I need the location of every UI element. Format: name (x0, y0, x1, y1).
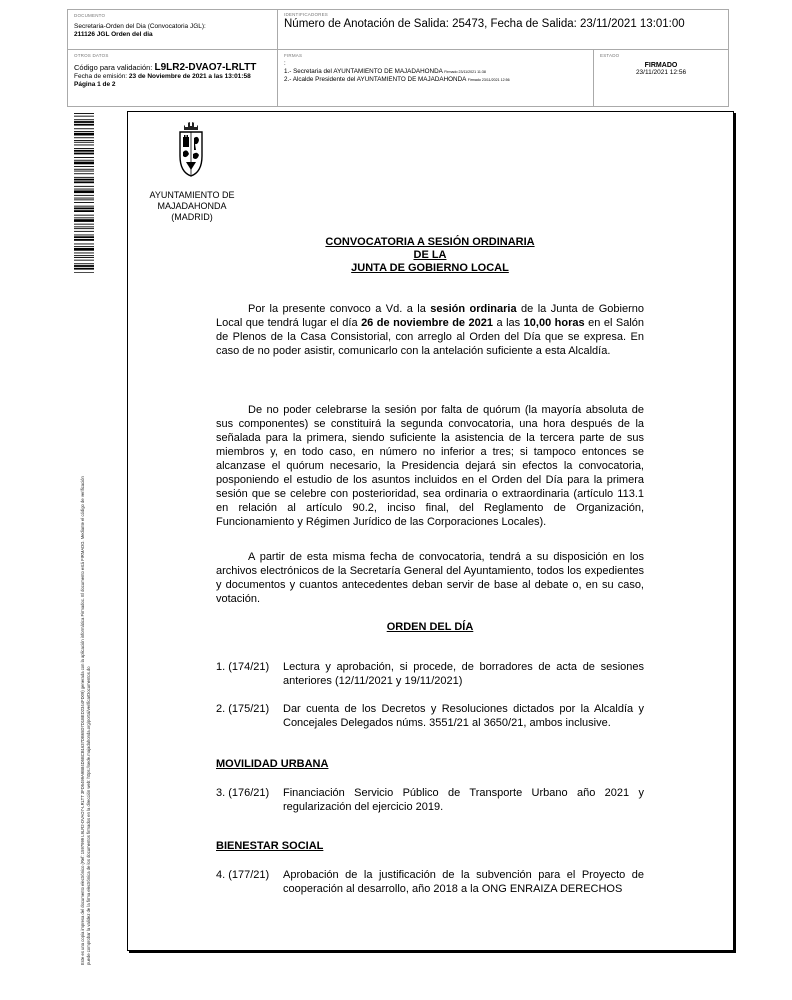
section-movilidad-urbana: MOVILIDAD URBANA (216, 758, 329, 770)
codigo-prefix: Código para validación: (74, 63, 155, 72)
emision-value: 23 de Noviembre de 2021 a las 13:01:58 (128, 73, 251, 80)
agenda-item (216, 868, 644, 896)
firma-1 (284, 68, 587, 76)
emision-prefix: Fecha de emisión: (74, 73, 129, 80)
estado-label: ESTADO (600, 53, 620, 58)
verification-side-text (80, 285, 92, 965)
estado-value: FIRMADO (644, 62, 678, 69)
firma-1-text: 1.- Secretaria del AYUNTAMIENTO DE MAJADAHONDA (284, 68, 443, 75)
document-title (216, 236, 644, 275)
documento-line1: Secretaria-Orden del Dia (Convocatoria JGL): (74, 23, 206, 30)
para1-t2: de la Junta de Gobierno Local que tendrá lugar el día (216, 303, 644, 329)
firma-colon: : (284, 61, 286, 67)
agenda-item-number: 2. (175/21) (216, 703, 270, 715)
identificadores-label: IDENTIFICADORES (284, 12, 329, 17)
firma-2 (284, 76, 587, 84)
documento-cell (68, 10, 278, 50)
identificadores-text: Número de Anotación de Salida: 25473, Fecha de Salida: 23/11/2021 13:01:00 (284, 18, 685, 30)
estado-date: 23/11/2021 12:56 (635, 69, 687, 76)
documento-line2: 211126 JGL Orden del dia (74, 31, 153, 38)
otros-datos-cell (68, 50, 278, 106)
side-line-2: puede comprobar la validez de la firma electrónica de los documentos firmados en la dirección web: https://sede.majadahonda.org/portal/verificarDocumentos.do (86, 666, 91, 965)
title-line1: CONVOCATORIA A SESIÓN ORDINARIA (325, 236, 535, 248)
para1-t4: en el Salón de Plenos de la Casa Consistorial, con arreglo al Orden del Día que se expresa. En caso de no poder asistir, comunicarlo con la antelación suficiente a esta Alcaldía. (216, 317, 645, 357)
firma-2-note: Firmado 23/11/2021 12:56 (467, 78, 510, 82)
paragraph-archives (216, 550, 644, 606)
agenda-item-text: Dar cuenta de los Decretos y Resoluciones dictados por la Alcaldía y Concejales Delegados núms. 3551/21 al 3650/21, ambos inclusive. (283, 703, 644, 729)
codigo-value: L9LR2-DVAO7-LRLTT (154, 62, 257, 73)
para1-b3: 10,00 horas (523, 317, 585, 329)
para3-text: A partir de esta misma fecha de convocatoria, tendrá a su disposición en los archivos electrónicos de la Secretaría General del Ayuntamiento, todos los expedientes y documentos y cuantos antecedentes deban servir de base al debate o, en su caso, votación. (216, 551, 644, 605)
paragraph-convocation (216, 302, 644, 358)
municipality-letterhead (140, 190, 244, 223)
documento-label: DOCUMENTO (74, 13, 106, 18)
agenda-item (216, 660, 644, 688)
section-bienestar-social: BIENESTAR SOCIAL (216, 840, 324, 852)
pagina-count: Página 1 de 2 (74, 81, 116, 88)
agenda-item (216, 786, 644, 814)
title-line3: JUNTA DE GOBIERNO LOCAL (351, 262, 509, 274)
identificadores-cell (278, 10, 728, 50)
para1-t1: Por la presente convoco a Vd. a la (248, 303, 431, 315)
agenda-item (216, 702, 644, 730)
letterhead-line3: (MADRID) (171, 212, 213, 222)
title-line2: DE LA (413, 249, 447, 261)
agenda-item-text: Financiación Servicio Público de Transporte Urbano año 2021 y regularización del ejercicio 2019. (283, 787, 644, 813)
firma-2-text: 2.- Alcalde Presidente del AYUNTAMIENTO DE MAJADAHONDA (284, 76, 466, 83)
identificadores-value (284, 17, 722, 31)
barcode-icon (74, 113, 94, 273)
letterhead-line2: MAJADAHONDA (157, 201, 227, 211)
fecha-emision (74, 73, 271, 81)
signature-header (67, 9, 729, 107)
letterhead-line1: AYUNTAMIENTO DE (149, 190, 235, 200)
para1-b1: sesión ordinaria (430, 303, 517, 315)
agenda-item-number: 4. (177/21) (216, 869, 270, 881)
orden-del-dia-heading: ORDEN DEL DÍA (386, 621, 474, 633)
para2-text: De no poder celebrarse la sesión por falta de quórum (la mayoría absoluta de sus componentes) se constituirá la segunda convocatoria, una hora después de la señalada para la primera, siendo suficiente la asistencia de la tercera parte de sus miembros y, en todo caso, en número no inferior a tres; si tampoco entonces se alcanzase el quórum necesario, la Presidencia dejará sin efectos la convocatoria, posponiendo el estudio de los asuntos incluidos en el Orden del Día para la primera sesión que se celebre con posterioridad, sea ordinaria o extraordinaria (artículo 113.1 en relación al artículo 90.2, inciso final, del Reglamento de Organización, Funcionamiento y Régimen Jurídico de las Corporaciones Locales). (216, 404, 644, 528)
agenda-item-number: 3. (176/21) (216, 787, 270, 799)
firma-1-note: Firmado 23/11/2021 11:38 (444, 70, 486, 74)
agenda-item-number: 1. (174/21) (216, 661, 270, 673)
coat-of-arms-icon (176, 118, 206, 180)
agenda-item-text: Aprobación de la justificación de la subvención para el Proyecto de cooperación al desarrollo, año 2018 a la ONG ENRAIZA DERECHOS (283, 869, 644, 895)
agenda-item-text: Lectura y aprobación, si procede, de borradores de acta de sesiones anteriores (12/11/2021 y 19/11/2021) (283, 661, 644, 687)
codigo-validacion (74, 62, 271, 73)
firmas-label: FIRMAS (284, 53, 303, 58)
side-line-1: Este es una copia impresa del documento electrónico (Ref: 1597999 L9LR2-DVAO7-LRLTT 3FD5499A9B84D5BCB1637DB65D7D1BED2344FD09) generada con la aplicación informática Firmadoc. El documento está FIRMADO. Mediante el código de verificación (80, 476, 85, 965)
para1-b2: 26 de noviembre de 2021 (361, 317, 494, 329)
estado-cell (594, 50, 728, 106)
para1-t3: a las (493, 317, 524, 329)
otros-label: OTROS DATOS (74, 53, 109, 58)
firmas-cell (278, 50, 594, 106)
paragraph-quorum (216, 403, 644, 529)
